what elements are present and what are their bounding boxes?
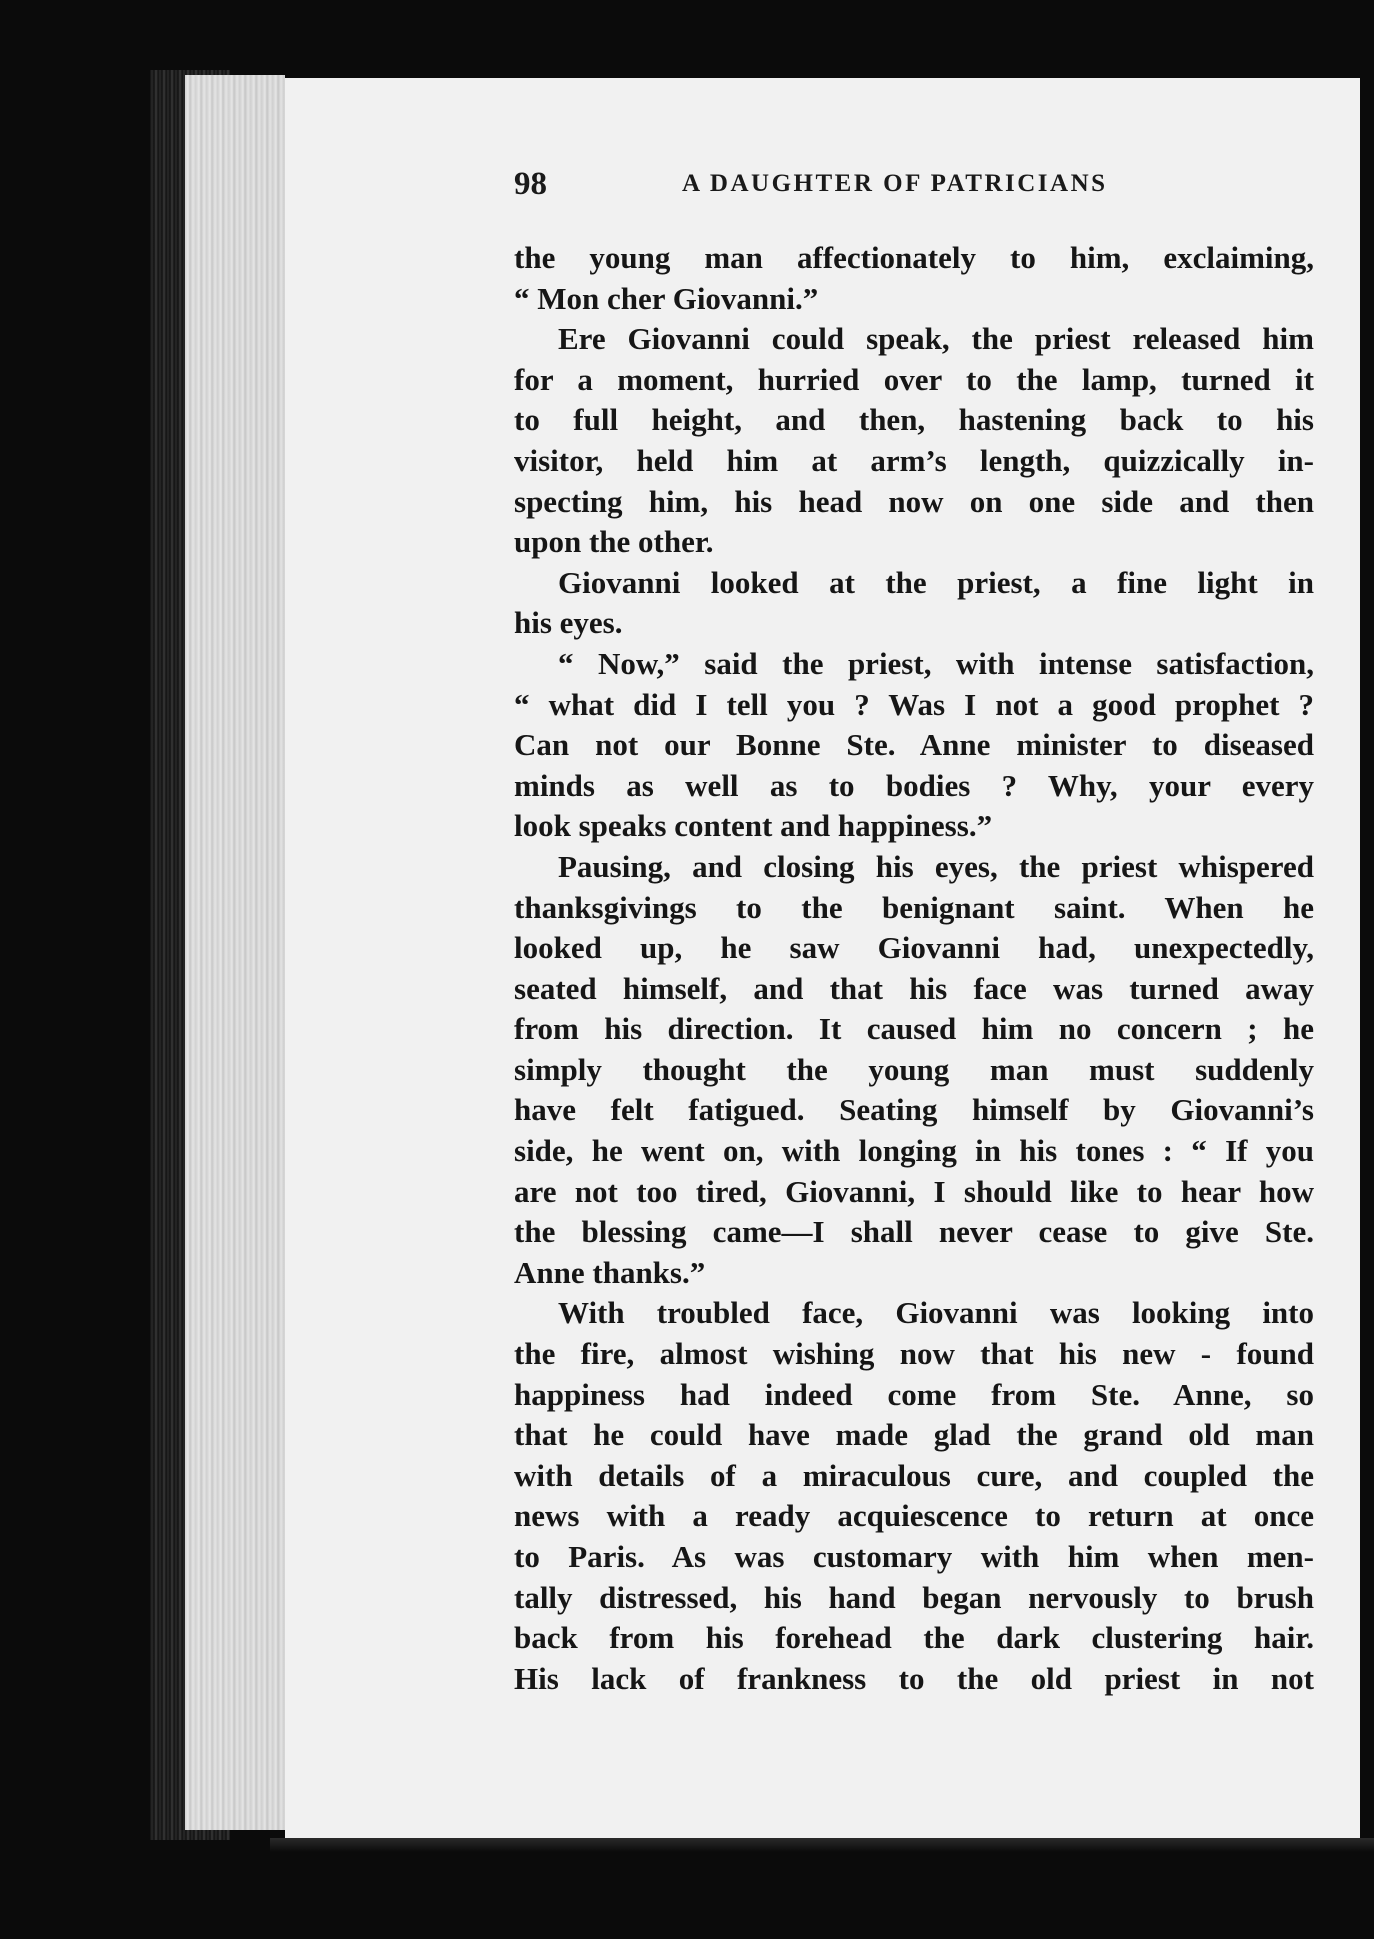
text-line: upon the other. [514, 524, 714, 560]
text-line: Ere Giovanni could speak, the priest released him [558, 321, 1314, 357]
text-line: are not too tired, Giovanni, I should like to hear how [514, 1173, 1314, 1209]
text-line: “ what did I tell you ? Was I not a good prophet ? [514, 686, 1314, 722]
text-line: specting him, his head now on one side and then [514, 483, 1314, 519]
text-line: looked up, he saw Giovanni had, unexpectedly, [514, 930, 1314, 966]
text-line: visitor, held him at arm’s length, quizzically in- [514, 442, 1314, 478]
book-title: A DAUGHTER OF PATRICIANS [682, 170, 1108, 197]
page-number: 98 [514, 166, 547, 202]
text-line: from his direction. It caused him no concern ; he [514, 1011, 1314, 1047]
text-line: have felt fatigued. Seating himself by Giovanni’s [514, 1092, 1314, 1128]
text-line: news with a ready acquiescence to return at once [514, 1498, 1314, 1534]
text-line: happiness had indeed come from Ste. Anne, so [514, 1376, 1314, 1412]
text-line: tally distressed, his hand began nervously to brush [514, 1579, 1314, 1615]
text-line: for a moment, hurried over to the lamp, turned it [514, 361, 1314, 397]
text-line: His lack of frankness to the old priest in not [514, 1660, 1314, 1696]
page-bottom-shadow [270, 1838, 1374, 1852]
text-line: Anne thanks.” [514, 1254, 706, 1290]
text-line: thanksgivings to the benignant saint. When he [514, 889, 1314, 925]
text-line: to full height, and then, hastening back to his [514, 402, 1314, 438]
text-line: With troubled face, Giovanni was looking into [558, 1295, 1314, 1331]
text-line: back from his forehead the dark clustering hair. [514, 1620, 1314, 1656]
text-line: simply thought the young man must suddenly [514, 1051, 1314, 1087]
text-line: the fire, almost wishing now that his new - found [514, 1336, 1314, 1372]
text-line: minds as well as to bodies ? Why, your every [514, 767, 1314, 803]
text-line: “ Mon cher Giovanni.” [514, 280, 819, 316]
text-line: to Paris. As was customary with him when men- [514, 1539, 1314, 1574]
text-line: with details of a miraculous cure, and coupled the [514, 1457, 1314, 1493]
text-line: Pausing, and closing his eyes, the priest whispered [558, 848, 1314, 884]
body-text [514, 238, 1314, 1699]
text-line: side, he went on, with longing in his tones : “ If you [514, 1133, 1314, 1169]
text-line: seated himself, and that his face was turned away [514, 970, 1314, 1006]
running-head [514, 166, 1164, 206]
text-line: look speaks content and happiness.” [514, 808, 993, 844]
text-line: the young man affectionately to him, exclaiming, [514, 240, 1314, 275]
text-line: that he could have made glad the grand old man [514, 1417, 1314, 1453]
text-line: Can not our Bonne Ste. Anne minister to diseased [514, 727, 1314, 763]
text-line: the blessing came—I shall never cease to give Ste. [514, 1214, 1314, 1250]
text-line: “ Now,” said the priest, with intense satisfaction, [558, 645, 1314, 681]
text-line: Giovanni looked at the priest, a fine light in [558, 564, 1314, 600]
stacked-page-edges [185, 75, 285, 1830]
text-line: his eyes. [514, 605, 623, 641]
